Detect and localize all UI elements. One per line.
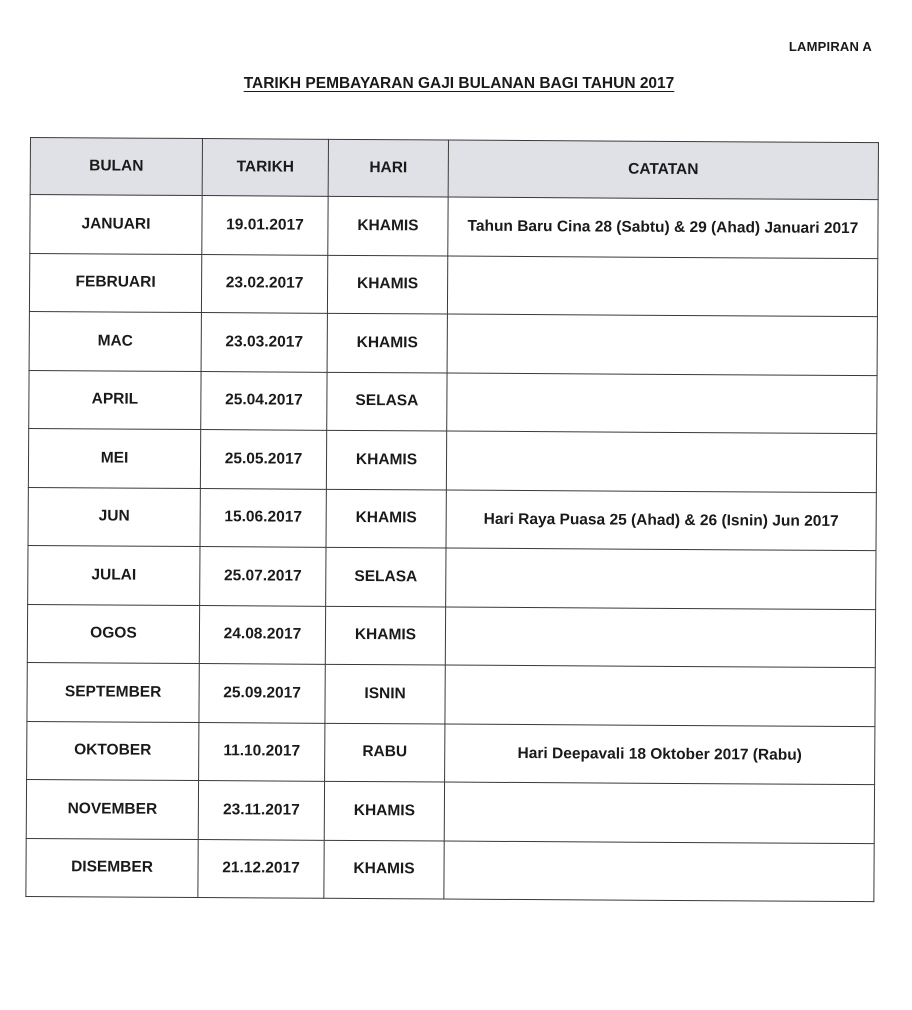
cell-catatan — [447, 373, 877, 434]
cell-bulan: MAC — [29, 311, 201, 371]
table-row — [29, 311, 877, 375]
table-header — [30, 138, 878, 200]
cell-catatan — [445, 665, 875, 726]
cell-tarikh: 23.11.2017 — [198, 781, 324, 840]
cell-hari: SELASA — [326, 547, 446, 606]
cell-catatan: Hari Raya Puasa 25 (Ahad) & 26 (Isnin) Jun 2017 — [446, 490, 876, 551]
cell-bulan: JUN — [28, 487, 200, 547]
cell-catatan — [447, 256, 877, 317]
cell-catatan — [445, 607, 875, 668]
table-row — [27, 721, 875, 785]
header-bulan: BULAN — [30, 138, 202, 196]
cell-bulan: MEI — [28, 428, 200, 488]
cell-catatan — [446, 548, 876, 609]
table-row — [27, 662, 875, 726]
cell-tarikh: 21.12.2017 — [198, 839, 324, 898]
cell-bulan: FEBRUARI — [29, 253, 201, 313]
cell-tarikh: 25.09.2017 — [199, 664, 325, 723]
cell-hari: RABU — [325, 723, 445, 782]
cell-bulan: JANUARI — [30, 195, 202, 255]
cell-catatan — [444, 782, 874, 843]
cell-tarikh: 25.07.2017 — [200, 547, 326, 606]
header-hari: HARI — [328, 139, 448, 197]
cell-tarikh: 15.06.2017 — [200, 488, 326, 547]
cell-catatan: Hari Deepavali 18 Oktober 2017 (Rabu) — [445, 724, 875, 785]
cell-bulan: SEPTEMBER — [27, 662, 199, 722]
cell-bulan: NOVEMBER — [26, 779, 198, 839]
cell-tarikh: 24.08.2017 — [199, 605, 325, 664]
cell-hari: KHAMIS — [327, 313, 447, 372]
cell-bulan: OKTOBER — [27, 721, 199, 781]
cell-hari: KHAMIS — [326, 430, 446, 489]
cell-hari: KHAMIS — [324, 781, 444, 840]
table-row — [29, 253, 877, 317]
table-row — [29, 370, 877, 434]
cell-hari: KHAMIS — [328, 196, 448, 255]
cell-tarikh: 19.01.2017 — [202, 196, 328, 255]
cell-hari: KHAMIS — [325, 606, 445, 665]
table-body — [26, 195, 878, 902]
cell-hari: KHAMIS — [327, 255, 447, 314]
cell-catatan — [447, 314, 877, 375]
payment-table-container — [25, 137, 878, 902]
lampiran-label: LAMPIRAN A — [788, 39, 872, 54]
cell-catatan: Tahun Baru Cina 28 (Sabtu) & 29 (Ahad) Januari 2017 — [448, 197, 878, 258]
table-row — [28, 487, 876, 551]
cell-hari: SELASA — [327, 372, 447, 431]
cell-bulan: DISEMBER — [26, 838, 198, 898]
salary-payment-table — [25, 137, 879, 902]
cell-bulan: JULAI — [28, 545, 200, 605]
cell-hari: KHAMIS — [324, 840, 444, 899]
cell-tarikh: 23.03.2017 — [201, 313, 327, 372]
table-row — [26, 779, 874, 843]
document-title: TARIKH PEMBAYARAN GAJI BULANAN BAGI TAHUN 2017 — [243, 75, 675, 92]
cell-tarikh: 23.02.2017 — [201, 254, 327, 313]
cell-tarikh: 25.05.2017 — [200, 430, 326, 489]
header-tarikh: TARIKH — [202, 139, 328, 197]
cell-hari: KHAMIS — [326, 489, 446, 548]
header-row — [30, 138, 878, 200]
table-row — [27, 604, 875, 668]
cell-tarikh: 25.04.2017 — [201, 371, 327, 430]
cell-bulan: OGOS — [27, 604, 199, 664]
table-row — [26, 838, 874, 902]
cell-catatan — [446, 431, 876, 492]
header-catatan: CATATAN — [448, 140, 878, 200]
table-row — [28, 428, 876, 492]
cell-catatan — [444, 841, 874, 902]
table-row — [30, 195, 878, 259]
cell-bulan: APRIL — [29, 370, 201, 430]
cell-tarikh: 11.10.2017 — [199, 722, 325, 781]
cell-hari: ISNIN — [325, 664, 445, 723]
table-row — [28, 545, 876, 609]
